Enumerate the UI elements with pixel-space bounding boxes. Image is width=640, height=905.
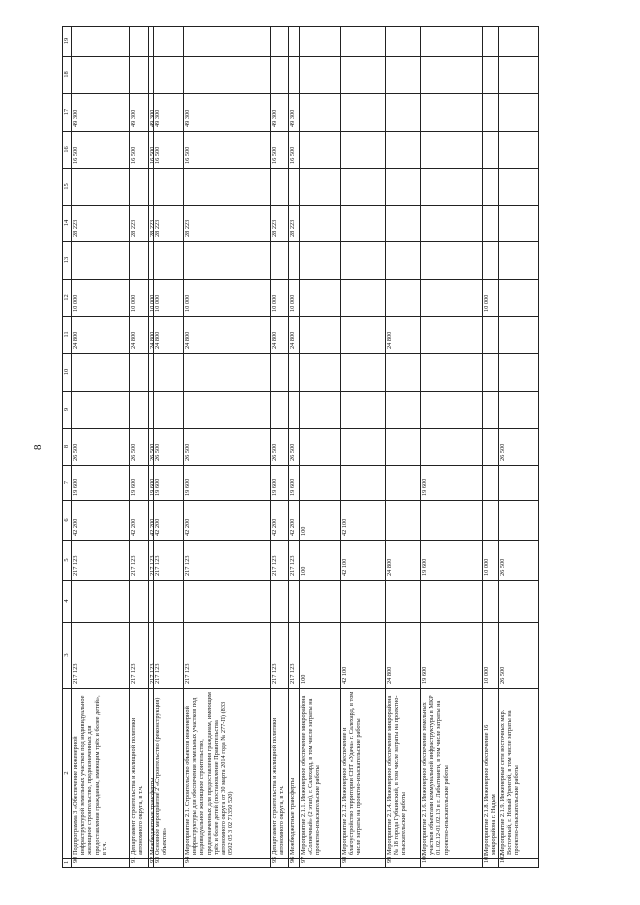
row-description: Межбюджетные трансферты	[289, 688, 300, 858]
table-cell-col-9	[386, 391, 421, 428]
table-cell-col-13	[341, 241, 386, 279]
table-cell-col-5: 217 123	[271, 540, 289, 580]
column-header-9: 9	[63, 391, 72, 428]
table-cell-col-3: 217 123	[271, 622, 289, 688]
row-number: 98	[341, 858, 386, 867]
column-header-1: 1	[63, 858, 72, 867]
table-cell-col-3: 42 100	[341, 622, 386, 688]
table-cell-col-13	[421, 241, 483, 279]
table-cell-col-18	[386, 56, 421, 93]
row-number: 92	[149, 858, 154, 867]
table-cell-col-8: 26 500	[149, 428, 154, 465]
column-header-12: 12	[63, 279, 72, 316]
row-description: Мероприятие 2.1.2. Инженерное обеспечение и благоустройство территории СНТ «Удача» г. Салехард, в том числе затраты на проектно-изыскательские работы	[341, 688, 386, 858]
column-header-19: 19	[63, 26, 72, 56]
table-cell-col-3: 24 800	[386, 622, 421, 688]
table-cell-col-10	[483, 353, 499, 391]
column-header-5: 5	[63, 540, 72, 580]
column-header-15: 15	[63, 168, 72, 205]
table-cell-col-15	[483, 168, 499, 205]
table-cell-col-18	[341, 56, 386, 93]
table-cell-col-8: 26 500	[130, 428, 149, 465]
table-cell-col-16	[483, 131, 499, 168]
table-cell-col-17: 49 300	[149, 93, 154, 131]
table-cell-col-8: 26 500	[72, 428, 130, 465]
table-cell-col-4	[72, 580, 130, 622]
table-cell-col-16	[386, 131, 421, 168]
column-header-2: 2	[63, 688, 72, 858]
table-cell-col-9	[184, 391, 271, 428]
table-cell-col-15	[499, 168, 539, 205]
table-cell-col-19	[72, 26, 130, 56]
table-cell-col-6: 42 200	[271, 500, 289, 540]
table-cell-col-16	[499, 131, 539, 168]
table-cell-col-14	[421, 205, 483, 241]
table-cell-col-9	[154, 391, 184, 428]
table-cell-col-13	[386, 241, 421, 279]
table-cell-col-4	[130, 580, 149, 622]
table-cell-col-18	[300, 56, 341, 93]
table-cell-col-15	[421, 168, 483, 205]
table-cell-col-4	[184, 580, 271, 622]
table-cell-col-3: 217 123	[289, 622, 300, 688]
table-cell-col-6: 42 200	[149, 500, 154, 540]
table-cell-col-19	[483, 26, 499, 56]
table-cell-col-11: 24 800	[386, 316, 421, 353]
row-description: Межбюджетные трансферты	[149, 688, 154, 858]
table-cell-col-11	[300, 316, 341, 353]
row-number: 91	[130, 858, 149, 867]
row-description: Подпрограмма 3 «Обеспечение инженерной инфраструктурой земельных участков под индивидуальное жилищное строительство, предназначенных для предоставления гражданам, имеющим трёх и более детей», в т.ч.	[72, 688, 130, 858]
table-cell-col-16: 16 500	[154, 131, 184, 168]
table-cell-col-7: 19 600	[421, 465, 483, 500]
table-cell-col-6	[499, 500, 539, 540]
table-cell-col-10	[154, 353, 184, 391]
column-header-8: 8	[63, 428, 72, 465]
table-cell-col-13	[483, 241, 499, 279]
table-cell-col-11: 24 800	[149, 316, 154, 353]
column-header-18: 18	[63, 56, 72, 93]
table-cell-col-19	[271, 26, 289, 56]
table-cell-col-12: 10 000	[289, 279, 300, 316]
table-cell-col-8: 26 500	[271, 428, 289, 465]
table-cell-col-17: 49 300	[271, 93, 289, 131]
table-cell-col-5: 217 123	[149, 540, 154, 580]
table-cell-col-12: 10 000	[149, 279, 154, 316]
table-cell-col-19	[386, 26, 421, 56]
table-cell-col-17	[483, 93, 499, 131]
table-cell-col-12	[499, 279, 539, 316]
table-cell-col-13	[184, 241, 271, 279]
table-cell-col-12	[421, 279, 483, 316]
table-cell-col-5: 217 123	[289, 540, 300, 580]
row-description: Мероприятие 2.1. Строительство объектов инженерной инфраструктуры для обеспечения земельных участков под индивидуальное жилищное строительство, предназначенных для предоставления гражданам, имеющим трёх и более детей (постановление Правительства автономного округа от 30 марта 2014 года № 277-П) (833 0502 05 3 02 71350 520)	[184, 688, 271, 858]
table-cell-col-15	[184, 168, 271, 205]
table-cell-col-17	[499, 93, 539, 131]
table-cell-col-5: 26 500	[499, 540, 539, 580]
table-cell-col-16	[341, 131, 386, 168]
table-cell-col-16: 16 500	[289, 131, 300, 168]
table-cell-col-3: 217 123	[184, 622, 271, 688]
table-cell-col-19	[289, 26, 300, 56]
table-cell-col-8: 26 500	[289, 428, 300, 465]
table-cell-col-7	[386, 465, 421, 500]
table-cell-col-10	[300, 353, 341, 391]
table-cell-col-12	[300, 279, 341, 316]
table-cell-col-4	[289, 580, 300, 622]
table-cell-col-10	[130, 353, 149, 391]
table-cell-col-14	[300, 205, 341, 241]
table-cell-col-8: 26 500	[499, 428, 539, 465]
table-cell-col-11: 24 800	[184, 316, 271, 353]
column-header-10: 10	[63, 353, 72, 391]
table-cell-col-16: 16 500	[149, 131, 154, 168]
table-cell-col-3: 26 500	[499, 622, 539, 688]
table-cell-col-10	[72, 353, 130, 391]
page-number: 8	[32, 444, 44, 450]
table-cell-col-19	[154, 26, 184, 56]
table-cell-col-5: 217 123	[184, 540, 271, 580]
column-header-11: 11	[63, 316, 72, 353]
table-cell-col-6	[421, 500, 483, 540]
row-description: Мероприятие 2.1.8. Инженерное обеспечение 16 микрорайона г. Надым	[483, 688, 499, 858]
table-cell-col-15	[289, 168, 300, 205]
table-cell-col-5: 10 000	[483, 540, 499, 580]
column-header-16: 16	[63, 131, 72, 168]
table-cell-col-3: 100	[300, 622, 341, 688]
table-cell-col-9	[300, 391, 341, 428]
table-cell-col-18	[289, 56, 300, 93]
row-description: Мероприятие 2.1.9. Инженерные сети восточных мкр. Восточный, г. Новый Уренгой, в том числе затраты на проектно-изыскательские работы	[499, 688, 539, 858]
table-cell-col-19	[341, 26, 386, 56]
table-cell-col-9	[271, 391, 289, 428]
table-cell-col-5: 217 123	[130, 540, 149, 580]
row-number: 101	[483, 858, 499, 867]
table-cell-col-7	[300, 465, 341, 500]
table-cell-col-17	[421, 93, 483, 131]
table-cell-col-7: 19 600	[184, 465, 271, 500]
table-cell-col-10	[386, 353, 421, 391]
table-cell-col-6: 42 200	[130, 500, 149, 540]
table-cell-col-3: 217 123	[149, 622, 154, 688]
table-cell-col-9	[130, 391, 149, 428]
table-cell-col-18	[72, 56, 130, 93]
table-cell-col-9	[421, 391, 483, 428]
table-cell-col-14: 28 223	[149, 205, 154, 241]
table-cell-col-17: 49 300	[130, 93, 149, 131]
row-description: Основное мероприятие 2 «Строительство (реконструкция) объектов»	[154, 688, 184, 858]
table-cell-col-15	[386, 168, 421, 205]
table-cell-col-19	[421, 26, 483, 56]
table-cell-col-7: 19 600	[130, 465, 149, 500]
column-header-7: 7	[63, 465, 72, 500]
column-header-17: 17	[63, 93, 72, 131]
row-number: 90	[72, 858, 130, 867]
table-cell-col-19	[184, 26, 271, 56]
table-cell-col-4	[386, 580, 421, 622]
table-cell-col-6: 42 200	[154, 500, 184, 540]
table-cell-col-4	[300, 580, 341, 622]
table-cell-col-8	[341, 428, 386, 465]
table-cell-col-15	[300, 168, 341, 205]
table-cell-col-13	[130, 241, 149, 279]
table-cell-col-13	[499, 241, 539, 279]
table-cell-col-14: 28 223	[154, 205, 184, 241]
table-cell-col-11: 24 800	[72, 316, 130, 353]
table-cell-col-7: 19 600	[289, 465, 300, 500]
table-cell-col-5: 217 123	[154, 540, 184, 580]
column-header-3: 3	[63, 622, 72, 688]
table-cell-col-17	[341, 93, 386, 131]
table-cell-col-6	[386, 500, 421, 540]
table-cell-col-11	[341, 316, 386, 353]
table-cell-col-12	[341, 279, 386, 316]
table-cell-col-7: 19 600	[154, 465, 184, 500]
table-cell-col-3: 217 123	[72, 622, 130, 688]
table-cell-col-13	[154, 241, 184, 279]
table-cell-col-11: 24 800	[289, 316, 300, 353]
table-cell-col-3: 19 600	[421, 622, 483, 688]
table-cell-col-3: 217 123	[130, 622, 149, 688]
table-cell-col-6: 42 100	[341, 500, 386, 540]
table-cell-col-12: 10 000	[154, 279, 184, 316]
table-cell-col-12	[386, 279, 421, 316]
table-cell-col-19	[130, 26, 149, 56]
table-cell-col-9	[499, 391, 539, 428]
table-cell-col-12: 10 000	[184, 279, 271, 316]
table-cell-col-10	[499, 353, 539, 391]
table-cell-col-12: 10 000	[72, 279, 130, 316]
table-cell-col-5: 19 600	[421, 540, 483, 580]
table-cell-col-11	[421, 316, 483, 353]
table-cell-col-15	[130, 168, 149, 205]
table-cell-col-17	[386, 93, 421, 131]
table-cell-col-10	[184, 353, 271, 391]
table-cell-col-15	[154, 168, 184, 205]
table-cell-col-18	[421, 56, 483, 93]
table-cell-col-13	[289, 241, 300, 279]
table-cell-col-11	[499, 316, 539, 353]
table-cell-col-4	[421, 580, 483, 622]
table-cell-col-12: 10 000	[271, 279, 289, 316]
column-header-6: 6	[63, 500, 72, 540]
table-cell-col-5: 24 800	[386, 540, 421, 580]
table-cell-col-5: 217 123	[72, 540, 130, 580]
table-cell-col-4	[483, 580, 499, 622]
table-cell-col-17: 49 300	[184, 93, 271, 131]
table-cell-col-14	[386, 205, 421, 241]
table-cell-col-18	[499, 56, 539, 93]
table-cell-col-6: 42 200	[72, 500, 130, 540]
table-cell-col-11: 24 800	[130, 316, 149, 353]
table-cell-col-15	[341, 168, 386, 205]
row-description: Мероприятие 2.1.1. Инженерное обеспечение микрорайона «Солнечный» (2 этап), г. Салехард, в том числе затраты на проектно-изыскательские работы	[300, 688, 341, 858]
table-cell-col-14: 28 223	[130, 205, 149, 241]
table-cell-col-14	[341, 205, 386, 241]
table-cell-col-5: 42 100	[341, 540, 386, 580]
table-cell-col-6	[483, 500, 499, 540]
row-number: 97	[300, 858, 341, 867]
table-cell-col-17: 49 300	[289, 93, 300, 131]
table-cell-col-4	[271, 580, 289, 622]
table-cell-col-16: 16 500	[72, 131, 130, 168]
table-cell-col-8	[386, 428, 421, 465]
column-header-14: 14	[63, 205, 72, 241]
column-header-13: 13	[63, 241, 72, 279]
table-cell-col-15	[72, 168, 130, 205]
budget-table	[62, 26, 539, 868]
table-cell-col-10	[289, 353, 300, 391]
table-cell-col-18	[483, 56, 499, 93]
table-cell-col-16: 16 500	[271, 131, 289, 168]
table-cell-col-14: 28 223	[72, 205, 130, 241]
table-cell-col-7: 19 600	[72, 465, 130, 500]
table-cell-col-19	[499, 26, 539, 56]
table-cell-col-7	[499, 465, 539, 500]
table-cell-col-14: 28 223	[289, 205, 300, 241]
table-cell-col-3: 10 000	[483, 622, 499, 688]
row-description: Департамент строительства и жилищной политики автономного округа, в т.ч.	[130, 688, 149, 858]
table-cell-col-7	[483, 465, 499, 500]
row-number: 102	[499, 858, 539, 867]
table-cell-col-16: 16 500	[184, 131, 271, 168]
row-number: 94	[184, 858, 271, 867]
row-number: 100	[421, 858, 483, 867]
row-number: 96	[289, 858, 300, 867]
table-cell-col-16	[421, 131, 483, 168]
table-cell-col-6: 42 200	[184, 500, 271, 540]
table-cell-col-5: 100	[300, 540, 341, 580]
table-cell-col-13	[271, 241, 289, 279]
table-cell-col-10	[271, 353, 289, 391]
table-cell-col-9	[483, 391, 499, 428]
column-header-4: 4	[63, 580, 72, 622]
row-description: Мероприятие 2.1.4. Инженерное обеспечение микрорайона № 18 города Губкинский, в том числе затраты на проектно-изыскательские работы	[386, 688, 421, 858]
table-cell-col-18	[130, 56, 149, 93]
table-cell-col-11: 24 800	[154, 316, 184, 353]
table-cell-col-10	[341, 353, 386, 391]
table-cell-col-17	[300, 93, 341, 131]
table-cell-col-14: 28 223	[271, 205, 289, 241]
table-cell-col-7	[341, 465, 386, 500]
table-cell-col-11: 24 800	[271, 316, 289, 353]
table-cell-col-13	[300, 241, 341, 279]
table-cell-col-9	[341, 391, 386, 428]
table-cell-col-14	[483, 205, 499, 241]
row-description: Мероприятие 2.1.6. Инженерное обеспечение земельных участков объектами коммунальной инфраструктуры в МКР 01.02.12-01.02.13 в г. Лабытнанги, в том числе затраты на проектно-изыскательские работы	[421, 688, 483, 858]
table-cell-col-14: 28 223	[184, 205, 271, 241]
table-cell-col-14	[499, 205, 539, 241]
table-cell-col-13	[72, 241, 130, 279]
row-number: 99	[386, 858, 421, 867]
table-cell-col-18	[184, 56, 271, 93]
table-cell-col-6: 42 200	[289, 500, 300, 540]
table-cell-col-12: 10 000	[483, 279, 499, 316]
table-cell-col-18	[271, 56, 289, 93]
table-cell-col-16: 16 500	[130, 131, 149, 168]
table-cell-col-9	[289, 391, 300, 428]
table-cell-col-10	[421, 353, 483, 391]
table-cell-col-16	[300, 131, 341, 168]
table-cell-col-9	[72, 391, 130, 428]
row-number: 95	[271, 858, 289, 867]
table-cell-col-11	[483, 316, 499, 353]
table-cell-col-7: 19 600	[149, 465, 154, 500]
row-number: 93	[154, 858, 184, 867]
row-description: Департамент строительства и жилищной политики автономного округа, в т.ч.	[271, 688, 289, 858]
table-cell-col-19	[300, 26, 341, 56]
table-cell-col-18	[154, 56, 184, 93]
table-cell-col-4	[341, 580, 386, 622]
table-cell-col-6: 100	[300, 500, 341, 540]
table-cell-col-12: 10 000	[130, 279, 149, 316]
table-cell-col-4	[499, 580, 539, 622]
table-cell-col-8	[483, 428, 499, 465]
table-cell-col-8: 26 500	[184, 428, 271, 465]
table-cell-col-3: 217 123	[154, 622, 184, 688]
table-cell-col-8: 26 500	[154, 428, 184, 465]
table-cell-col-15	[271, 168, 289, 205]
table-cell-col-4	[154, 580, 184, 622]
table-cell-col-8	[300, 428, 341, 465]
table-cell-col-17: 49 300	[72, 93, 130, 131]
table-cell-col-8	[421, 428, 483, 465]
table-cell-col-7: 19 600	[271, 465, 289, 500]
table-cell-col-17: 49 300	[154, 93, 184, 131]
